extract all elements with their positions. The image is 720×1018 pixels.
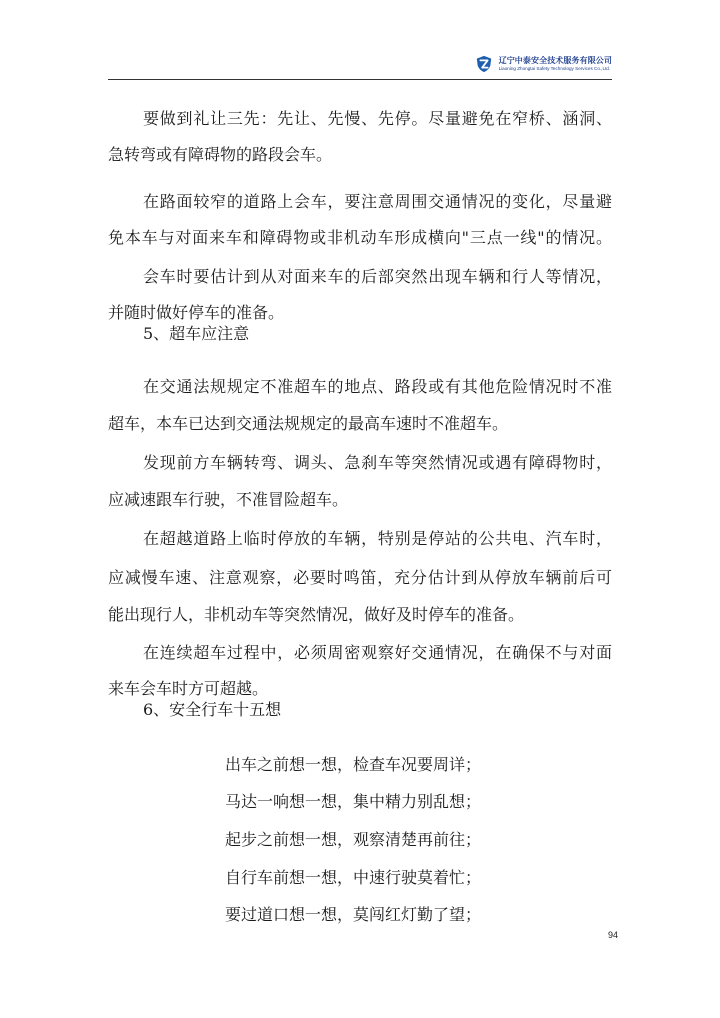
body-line: 免本车与对面来车和障碍物或非机动车形成横向"三点一线"的情况。 — [108, 228, 612, 247]
body-line: 超车，本车已达到交通法规规定的最高车速时不准超车。 — [108, 414, 509, 433]
company-logo — [475, 53, 612, 75]
body-line: 应减慢车速、注意观察，必要时鸣笛，充分估计到从停放车辆前后可 — [108, 568, 612, 587]
body-line: 来车会车时方可超越。 — [108, 679, 269, 698]
body-line: 应减速跟车行驶，不准冒险超车。 — [108, 490, 349, 509]
body-line: 在连续超车过程中，必须周密观察好交通情况，在确保不与对面 — [143, 643, 612, 662]
page-number: 94 — [607, 930, 618, 940]
section-heading-safe-driving: 6、安全行车十五想 — [143, 700, 282, 719]
page-header — [108, 50, 612, 80]
body-line: 发现前方车辆转弯、调头、急刹车等突然情况或遇有障碍物时， — [143, 453, 612, 472]
company-name-en: Liaoning Zhongtai Safety Technology Services Co.,Ltd. — [498, 65, 611, 71]
company-name-block — [499, 57, 612, 72]
section-heading-overtaking: 5、超车应注意 — [143, 324, 250, 343]
body-line: 急转弯或有障碍物的路段会车。 — [108, 145, 333, 164]
body-line: 在路面较窄的道路上会车，要注意周围交通情况的变化，尽量避 — [143, 192, 612, 211]
verse-line: 马达一响想一想，集中精力别乱想； — [225, 792, 482, 811]
body-line: 在交通法规规定不准超车的地点、路段或有其他危险情况时不准 — [143, 377, 612, 396]
body-line: 会车时要估计到从对面来车的后部突然出现车辆和行人等情况， — [143, 267, 612, 286]
company-name: 辽宁中泰安全技术服务有限公司 — [498, 55, 612, 65]
verse-line: 起步之前想一想，观察清楚再前往； — [225, 830, 482, 849]
body-line: 在超越道路上临时停放的车辆，特别是停站的公共电、汽车时， — [143, 529, 612, 548]
body-line: 并随时做好停车的准备。 — [108, 303, 285, 322]
verse-line: 自行车前想一想，中速行驶莫着忙； — [225, 868, 482, 887]
body-line: 要做到礼让三先：先让、先慢、先停。尽量避免在窄桥、涵洞、 — [143, 109, 612, 128]
verse-line: 出车之前想一想，检查车况要周详； — [225, 755, 482, 774]
company-logo-icon — [475, 55, 493, 73]
body-line: 能出现行人，非机动车等突然情况，做好及时停车的准备。 — [108, 605, 525, 624]
verse-line: 要过道口想一想，莫闯红灯勤了望； — [225, 905, 482, 924]
